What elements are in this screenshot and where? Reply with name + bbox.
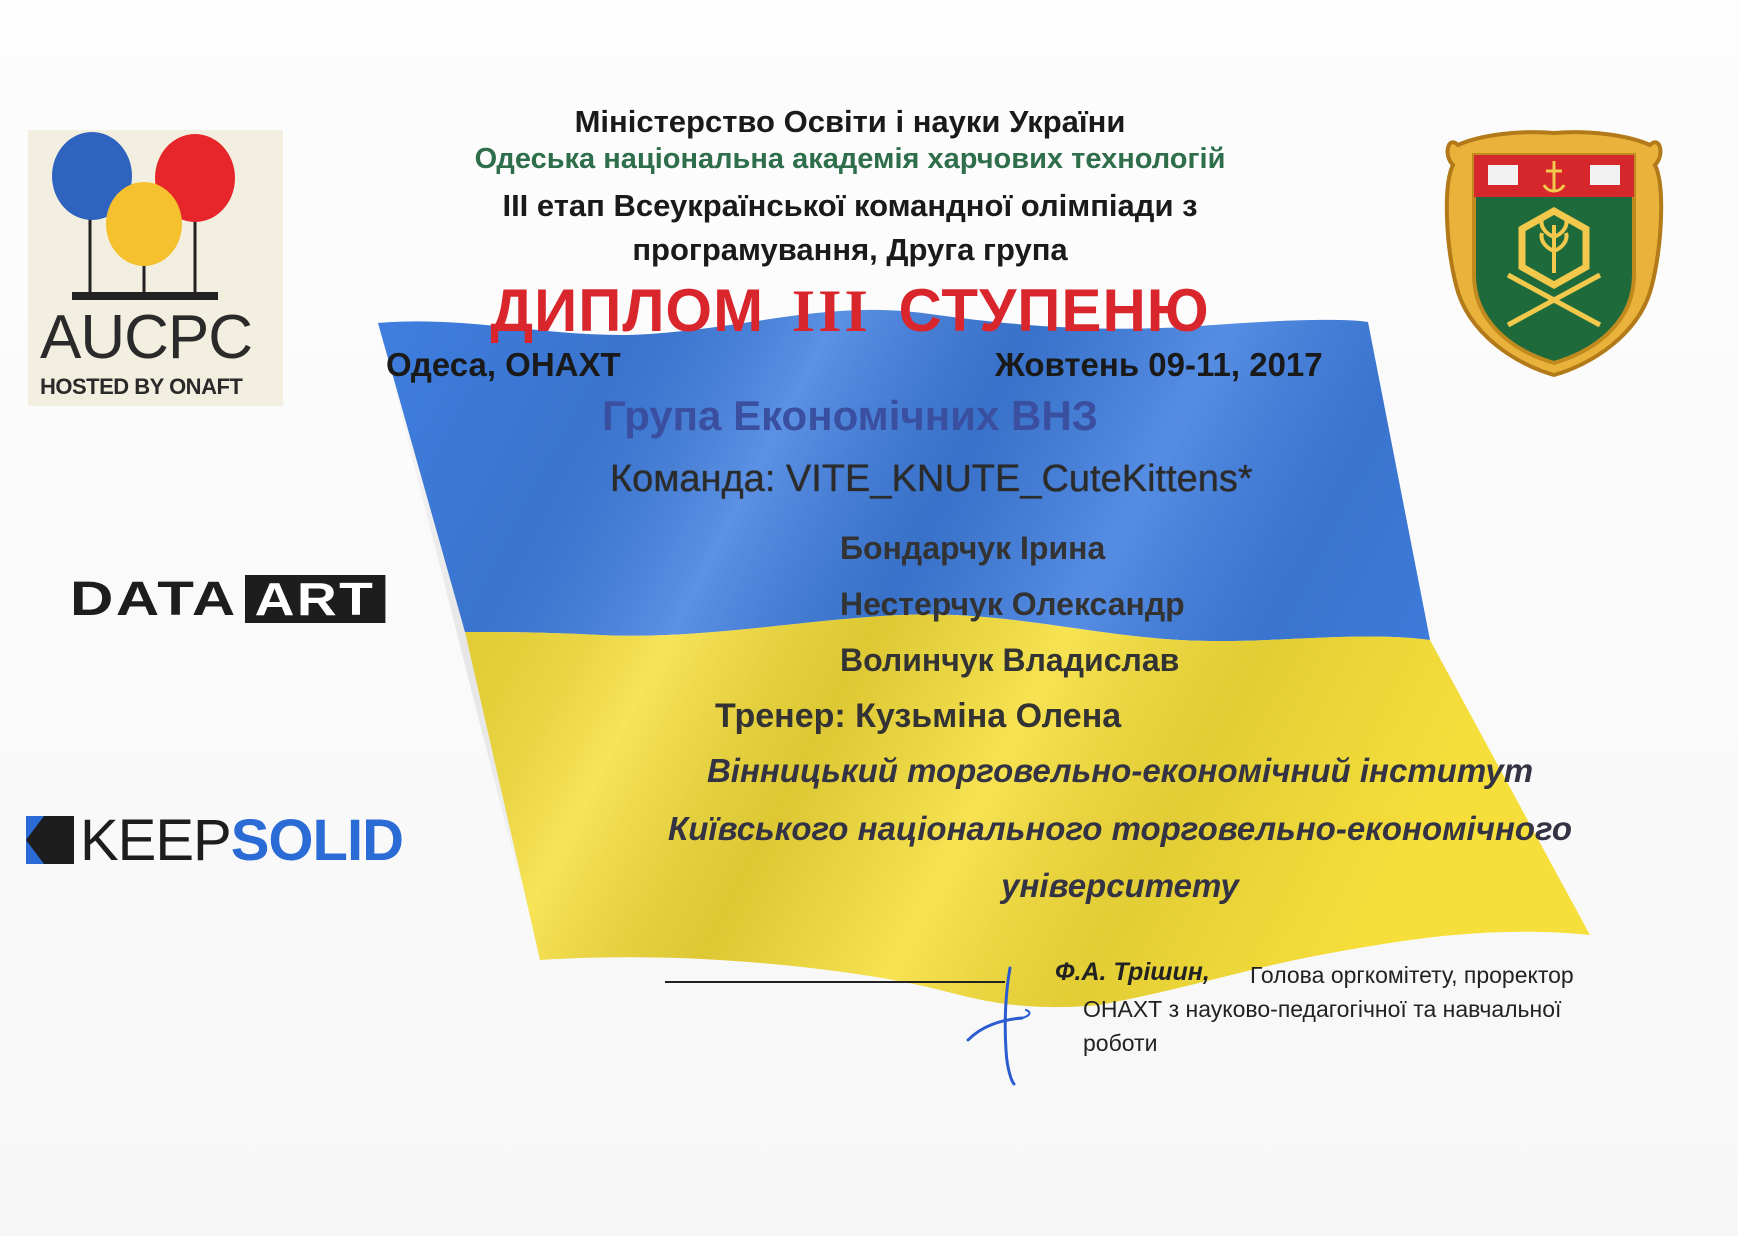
diploma-degree: III	[791, 278, 871, 344]
institution-line: Вінницький торговельно-економічний інститут	[706, 752, 1534, 789]
group-title: Група Економічних ВНЗ	[602, 392, 1098, 439]
signature-line	[665, 981, 1005, 983]
ministry-title: Міністерство Освіти і науки України	[574, 104, 1126, 139]
team-member: Нестерчук Олександр	[840, 586, 1185, 622]
diploma-word: ДИПЛОМ	[490, 277, 765, 344]
institution-line: Київського національного торговельно-економічного	[667, 810, 1573, 847]
handwritten-signature	[960, 960, 1040, 1090]
team-member: Волинчук Владислав	[840, 642, 1180, 678]
diploma-title	[290, 276, 1410, 346]
team-name: Команда: VITE_KNUTE_CuteKittens*	[610, 458, 1253, 500]
event-place: Одеса, ОНАХТ	[386, 346, 621, 383]
dataart-logo-part1: DATA	[70, 572, 238, 626]
aucpc-title: AUCPC	[40, 303, 253, 372]
diploma-degree-word: СТУПЕНЮ	[898, 277, 1210, 344]
keepsolid-logo-part2: SOLID	[230, 807, 403, 873]
signatory-name: Ф.А. Трішин,	[1055, 958, 1210, 986]
aucpc-subtitle: HOSTED BY ONAFT	[40, 374, 243, 399]
keepsolid-logo-part1: KEEP	[80, 807, 231, 873]
balloons-icon	[40, 132, 250, 312]
event-date: Жовтень 09-11, 2017	[995, 346, 1323, 383]
institution-line: університету	[1001, 867, 1239, 904]
keepsolid-mark-icon	[26, 816, 74, 864]
academy-crest-icon	[1438, 125, 1670, 380]
keepsolid-logo	[26, 807, 403, 873]
signatory-role: роботи	[1083, 1030, 1158, 1056]
dataart-logo-part2: ART	[245, 575, 385, 623]
olympiad-stage-line1: ІІІ етап Всеукраїнської командної олімпіади з	[502, 188, 1198, 223]
olympiad-stage-line2: програмування, Друга група	[632, 232, 1068, 267]
signatory-role: Голова оргкомітету, проректор	[1250, 962, 1574, 988]
coach-name: Тренер: Кузьміна Олена	[715, 697, 1122, 735]
signatory-role: ОНАХТ з науково-педагогічної та навчальної	[1083, 996, 1562, 1022]
team-member: Бондарчук Ірина	[840, 530, 1106, 566]
dataart-logo	[70, 572, 376, 626]
academy-title: Одеська національна академія харчових технологій	[474, 143, 1226, 175]
